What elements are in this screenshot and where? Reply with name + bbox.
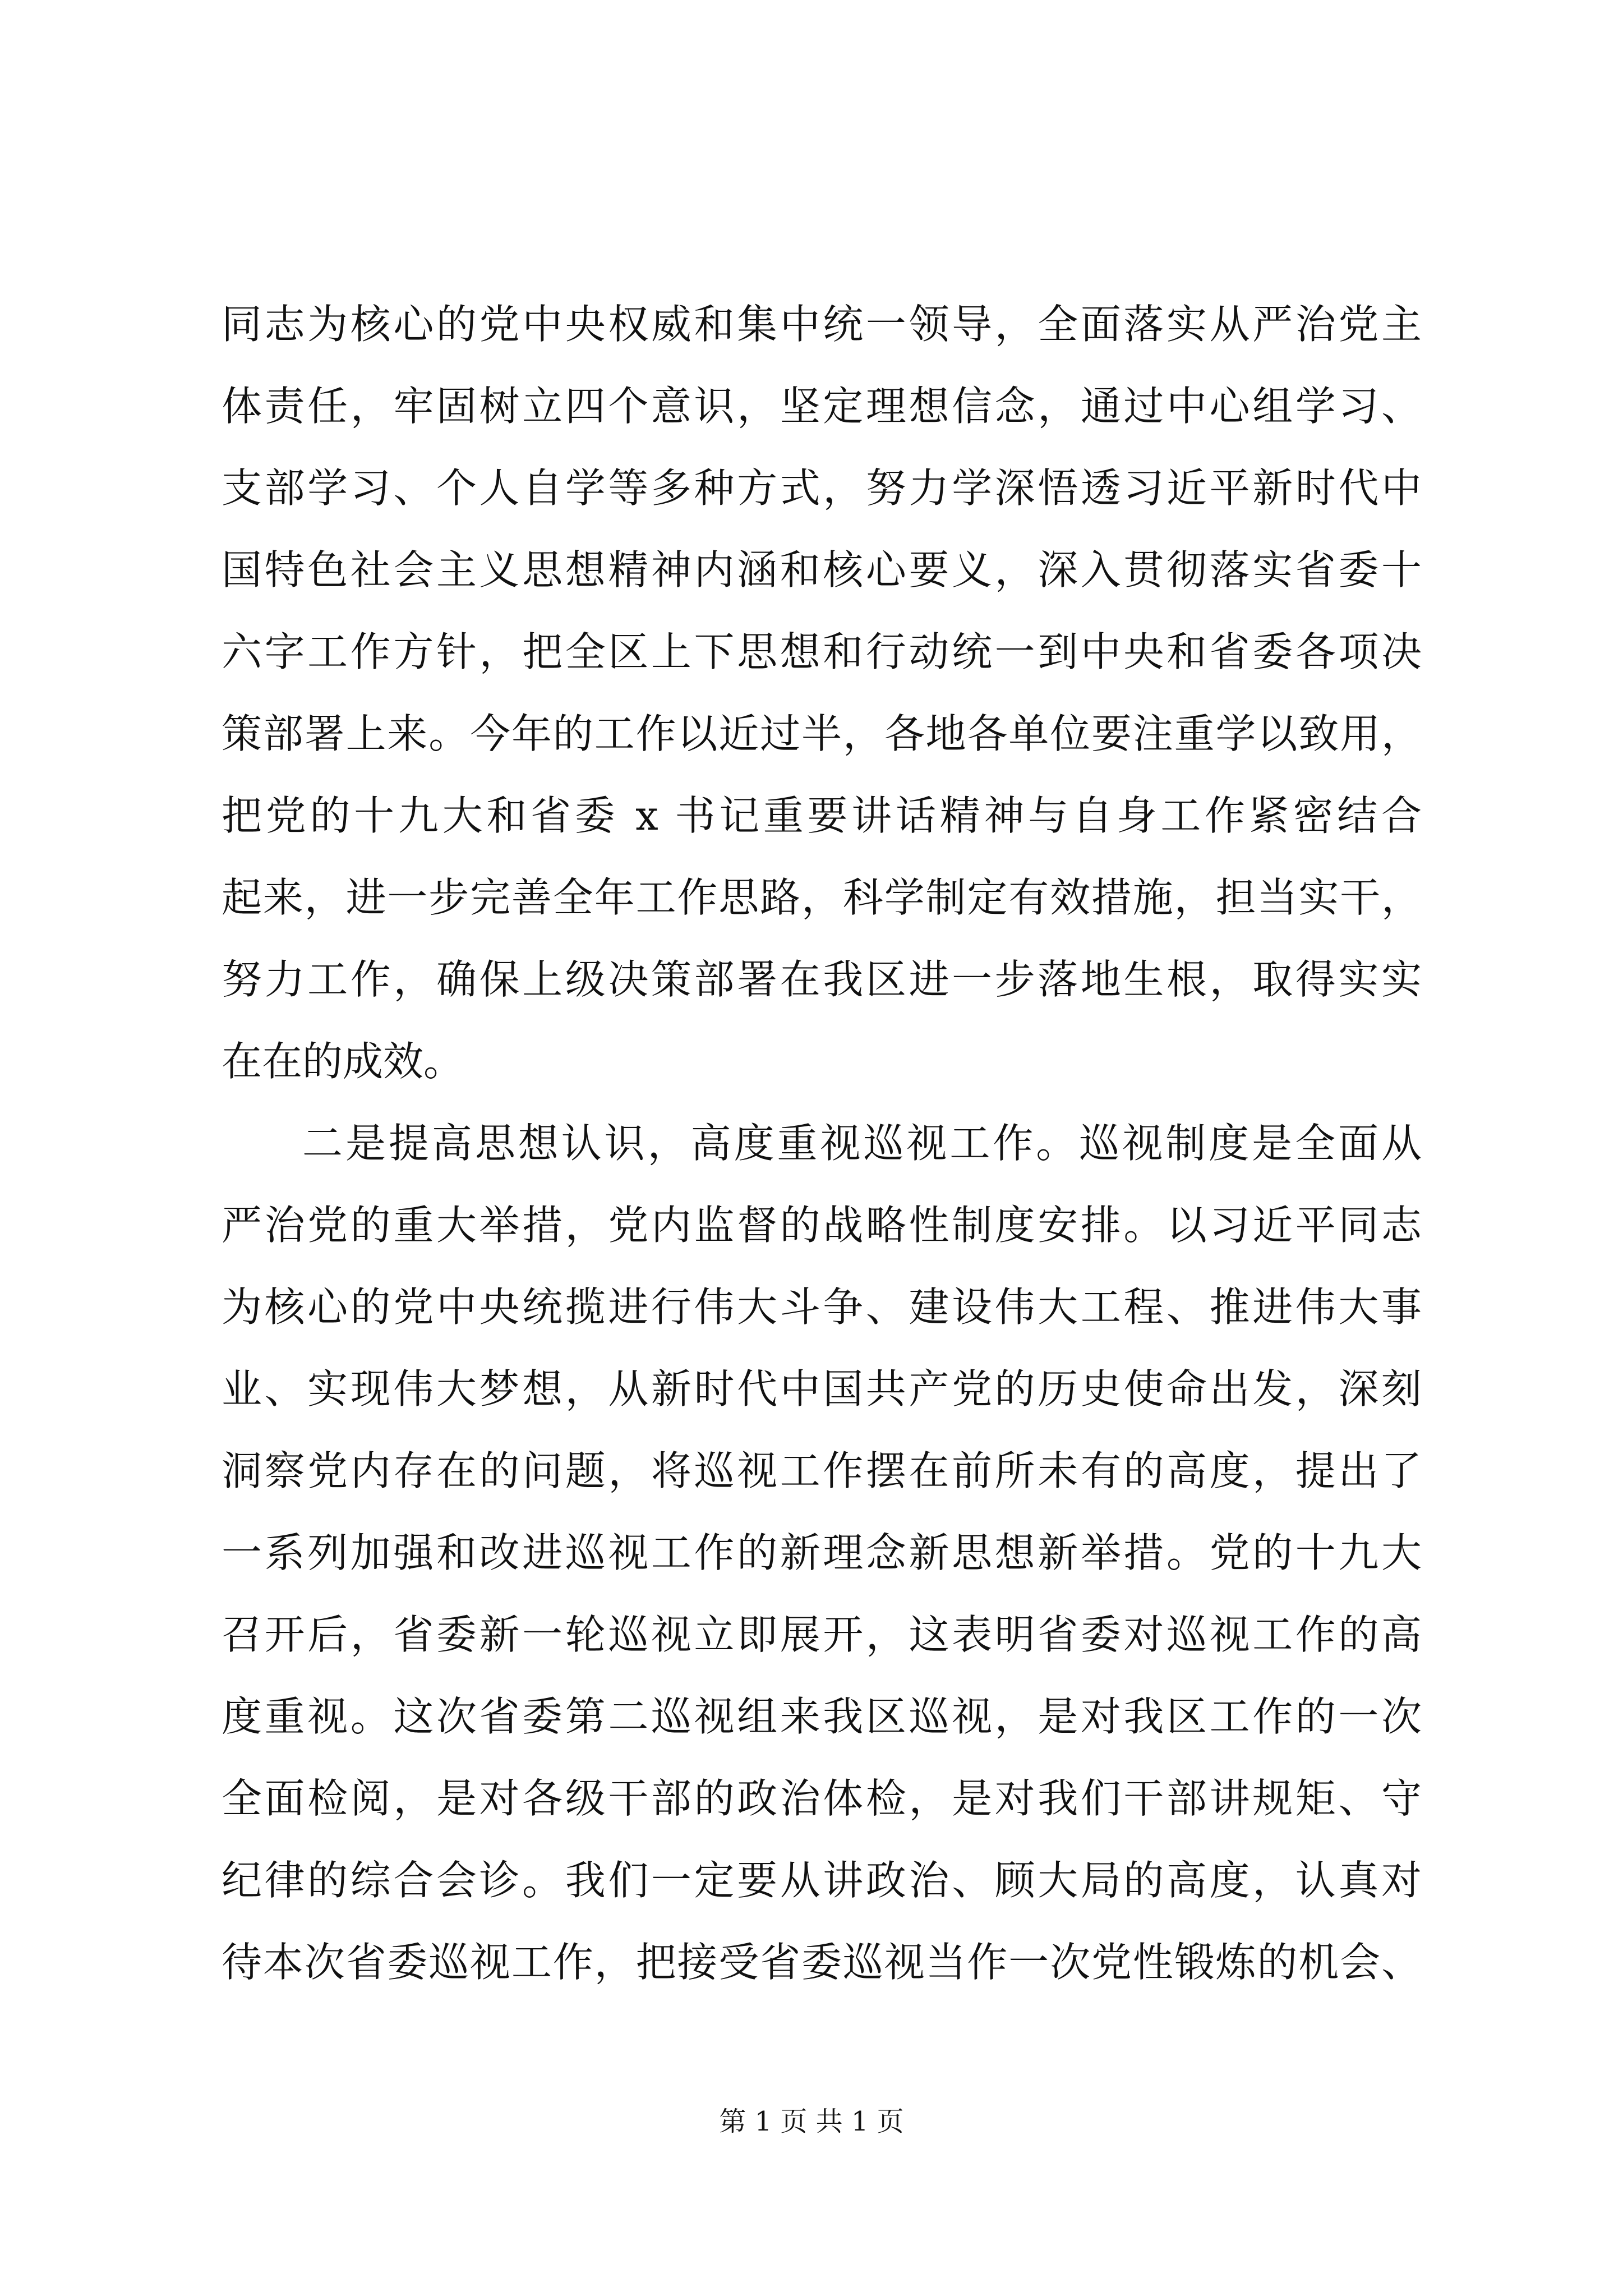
text-line: 纪律的综合会诊。我们一定要从讲政治、顾大局的高度，认真对 [222, 1857, 1422, 1904]
text-line: 六字工作方针，把全区上下思想和行动统一到中央和省委各项决 [222, 628, 1422, 675]
text-line: 召开后，省委新一轮巡视立即展开，这表明省委对巡视工作的高 [222, 1611, 1422, 1658]
text-line: 起来，进一步完善全年工作思路，科学制定有效措施，担当实干， [222, 874, 1422, 921]
text-line: 体责任，牢固树立四个意识，坚定理想信念，通过中心组学习、 [222, 383, 1422, 430]
body-text [222, 283, 1422, 2003]
page-number-label: 第 1 页 共 1 页 [719, 2106, 904, 2137]
text-line: 努力工作，确保上级决策部署在我区进一步落地生根，取得实实 [222, 956, 1422, 1003]
text-line: 度重视。这次省委第二巡视组来我区巡视，是对我区工作的一次 [222, 1693, 1422, 1740]
text-line: 待本次省委巡视工作，把接受省委巡视当作一次党性锻炼的机会、 [222, 1939, 1422, 1986]
text-line: 把党的十九大和省委 x 书记重要讲话精神与自身工作紧密结合 [222, 792, 1422, 839]
text-line: 业、实现伟大梦想，从新时代中国共产党的历史使命出发，深刻 [222, 1365, 1422, 1412]
text-line: 严治党的重大举措，党内监督的战略性制度安排。以习近平同志 [222, 1202, 1422, 1249]
text-line: 一系列加强和改进巡视工作的新理念新思想新举措。党的十九大 [222, 1529, 1422, 1576]
text-line: 为核心的党中央统揽进行伟大斗争、建设伟大工程、推进伟大事 [222, 1283, 1422, 1331]
text-line: 洞察党内存在的问题，将巡视工作摆在前所未有的高度，提出了 [222, 1447, 1422, 1494]
text-line: 在在的成效。 [222, 1038, 464, 1085]
text-line: 策部署上来。今年的工作以近过半，各地各单位要注重学以致用， [222, 710, 1422, 757]
page-footer [0, 2105, 1623, 2138]
paragraph-first-line: 二是提高思想认识，高度重视巡视工作。巡视制度是全面从 [302, 1120, 1422, 1167]
text-line: 支部学习、个人自学等多种方式，努力学深悟透习近平新时代中 [222, 464, 1422, 512]
text-line: 全面检阅，是对各级干部的政治体检，是对我们干部讲规矩、守 [222, 1775, 1422, 1822]
text-line: 国特色社会主义思想精神内涵和核心要义，深入贯彻落实省委十 [222, 546, 1422, 593]
text-line: 同志为核心的党中央权威和集中统一领导，全面落实从严治党主 [222, 301, 1422, 348]
